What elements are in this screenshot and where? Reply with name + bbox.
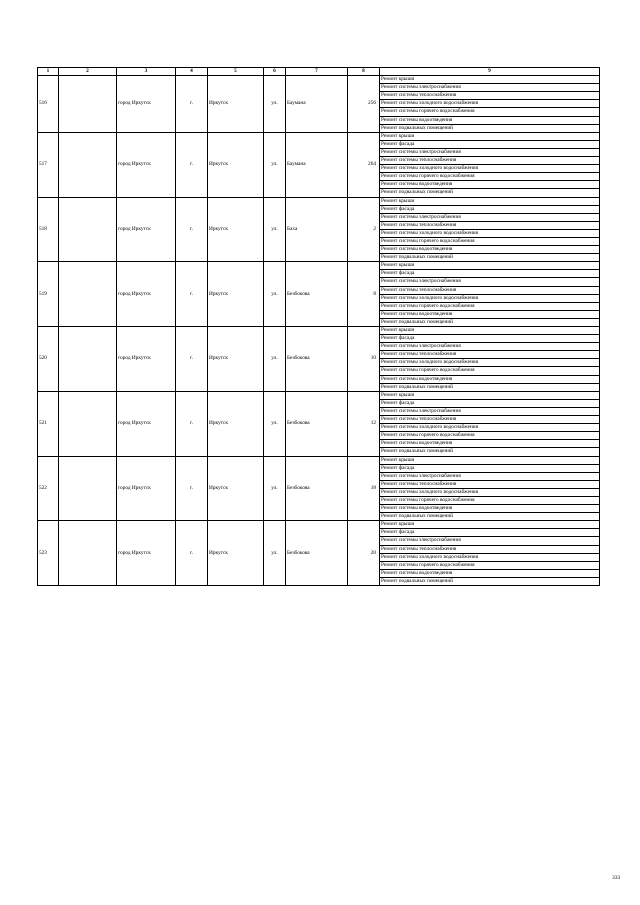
repair-work-item: Ремонт системы горячего водоснабжения: [380, 173, 600, 181]
repair-work-item: Ремонт фасада: [380, 529, 600, 537]
city-name: Иркутск: [208, 132, 264, 197]
table-row: [38, 76, 600, 84]
repair-work-item: Ремонт системы горячего водоснабжения: [380, 302, 600, 310]
settlement-name: город Иркутск: [117, 76, 176, 133]
repair-work-item: Ремонт фасада: [380, 399, 600, 407]
settlement-type: г.: [176, 456, 208, 521]
repair-work-item: Ремонт системы горячего водоснабжения: [380, 237, 600, 245]
column-header: 7: [286, 68, 348, 76]
house-number: 20: [348, 521, 380, 586]
house-number: 256: [348, 76, 380, 133]
record-number: 517: [38, 132, 59, 197]
street-type: ул.: [264, 391, 286, 456]
settlement-name: город Иркутск: [117, 391, 176, 456]
repair-work-item: Ремонт системы теплоснабжения: [380, 221, 600, 229]
repair-work-item: Ремонт системы электроснабжения: [380, 343, 600, 351]
city-name: Иркутск: [208, 521, 264, 586]
repair-work-item: Ремонт системы теплоснабжения: [380, 92, 600, 100]
repair-work-item: Ремонт системы горячего водоснабжения: [380, 108, 600, 116]
repair-work-item: Ремонт крыши: [380, 327, 600, 335]
repair-work-item: Ремонт фасада: [380, 205, 600, 213]
settlement-type: г.: [176, 327, 208, 392]
repair-work-item: Ремонт системы электроснабжения: [380, 213, 600, 221]
house-number: 18: [348, 456, 380, 521]
empty-cell: [59, 456, 117, 521]
repair-work-item: Ремонт системы электроснабжения: [380, 84, 600, 92]
record-number: 519: [38, 262, 59, 327]
record-number: 520: [38, 327, 59, 392]
repair-work-item: Ремонт системы горячего водоснабжения: [380, 432, 600, 440]
column-header: 4: [176, 68, 208, 76]
repair-work-item: Ремонт системы электроснабжения: [380, 537, 600, 545]
house-number: 8: [348, 262, 380, 327]
repair-work-item: Ремонт подвальных помещений: [380, 513, 600, 521]
street-type: ул.: [264, 521, 286, 586]
empty-cell: [59, 132, 117, 197]
housing-repair-table: [37, 67, 600, 586]
repair-work-item: Ремонт подвальных помещений: [380, 318, 600, 326]
street-name: Безбокова: [286, 327, 348, 392]
table-row: [38, 132, 600, 140]
table-row: [38, 262, 600, 270]
record-number: 518: [38, 197, 59, 262]
column-header: 3: [117, 68, 176, 76]
house-number: 10: [348, 327, 380, 392]
empty-cell: [59, 327, 117, 392]
header-row: [38, 68, 600, 76]
settlement-name: город Иркутск: [117, 132, 176, 197]
repair-work-item: Ремонт системы холодного водоснабжения: [380, 294, 600, 302]
repair-work-item: Ремонт системы горячего водоснабжения: [380, 496, 600, 504]
record-number: 523: [38, 521, 59, 586]
settlement-type: г.: [176, 132, 208, 197]
record-number: 521: [38, 391, 59, 456]
repair-work-item: Ремонт системы теплоснабжения: [380, 480, 600, 488]
street-type: ул.: [264, 197, 286, 262]
street-name: Безбокова: [286, 262, 348, 327]
house-number: 12: [348, 391, 380, 456]
repair-work-item: Ремонт крыши: [380, 262, 600, 270]
empty-cell: [59, 262, 117, 327]
repair-work-item: Ремонт крыши: [380, 391, 600, 399]
repair-work-item: Ремонт системы электроснабжения: [380, 472, 600, 480]
repair-work-item: Ремонт крыши: [380, 76, 600, 84]
repair-work-item: Ремонт системы холодного водоснабжения: [380, 553, 600, 561]
repair-work-item: Ремонт подвальных помещений: [380, 124, 600, 132]
settlement-type: г.: [176, 521, 208, 586]
repair-work-item: Ремонт системы теплоснабжения: [380, 545, 600, 553]
table-row: [38, 197, 600, 205]
repair-work-item: Ремонт системы водоотведения: [380, 310, 600, 318]
record-number: 522: [38, 456, 59, 521]
street-type: ул.: [264, 262, 286, 327]
house-number: 2: [348, 197, 380, 262]
repair-work-item: Ремонт системы холодного водоснабжения: [380, 424, 600, 432]
settlement-type: г.: [176, 391, 208, 456]
empty-cell: [59, 391, 117, 456]
city-name: Иркутск: [208, 391, 264, 456]
settlement-type: г.: [176, 262, 208, 327]
repair-work-item: Ремонт крыши: [380, 132, 600, 140]
record-number: 516: [38, 76, 59, 133]
repair-work-item: Ремонт системы теплоснабжения: [380, 286, 600, 294]
repair-work-item: Ремонт фасада: [380, 140, 600, 148]
repair-work-item: Ремонт системы водоотведения: [380, 246, 600, 254]
street-type: ул.: [264, 132, 286, 197]
repair-work-item: Ремонт системы теплоснабжения: [380, 416, 600, 424]
table-row: [38, 456, 600, 464]
repair-work-item: Ремонт крыши: [380, 197, 600, 205]
repair-work-item: Ремонт фасада: [380, 335, 600, 343]
city-name: Иркутск: [208, 456, 264, 521]
table-row: [38, 391, 600, 399]
street-type: ул.: [264, 456, 286, 521]
empty-cell: [59, 521, 117, 586]
settlement-name: город Иркутск: [117, 197, 176, 262]
street-type: ул.: [264, 76, 286, 133]
column-header: 8: [348, 68, 380, 76]
settlement-type: г.: [176, 197, 208, 262]
column-header: 9: [380, 68, 600, 76]
street-type: ул.: [264, 327, 286, 392]
street-name: Безбокова: [286, 521, 348, 586]
repair-work-item: Ремонт подвальных помещений: [380, 189, 600, 197]
repair-work-item: Ремонт крыши: [380, 521, 600, 529]
repair-work-item: Ремонт фасада: [380, 270, 600, 278]
repair-work-item: Ремонт системы электроснабжения: [380, 407, 600, 415]
repair-work-item: Ремонт системы электроснабжения: [380, 278, 600, 286]
repair-work-item: Ремонт системы горячего водоснабжения: [380, 561, 600, 569]
repair-work-item: Ремонт системы холодного водоснабжения: [380, 100, 600, 108]
house-number: 264: [348, 132, 380, 197]
repair-work-item: Ремонт системы водоотведения: [380, 505, 600, 513]
column-header: 6: [264, 68, 286, 76]
column-header: 2: [59, 68, 117, 76]
column-header: 1: [38, 68, 59, 76]
table-row: [38, 327, 600, 335]
repair-work-item: Ремонт системы водоотведения: [380, 181, 600, 189]
repair-work-item: Ремонт подвальных помещений: [380, 448, 600, 456]
repair-work-item: Ремонт фасада: [380, 464, 600, 472]
repair-work-item: Ремонт подвальных помещений: [380, 383, 600, 391]
repair-work-item: Ремонт системы водоотведения: [380, 116, 600, 124]
page-number: 333: [612, 875, 621, 881]
repair-work-item: Ремонт системы горячего водоснабжения: [380, 367, 600, 375]
street-name: Баха: [286, 197, 348, 262]
city-name: Иркутск: [208, 327, 264, 392]
empty-cell: [59, 197, 117, 262]
city-name: Иркутск: [208, 76, 264, 133]
column-header: 5: [208, 68, 264, 76]
table-row: [38, 521, 600, 529]
settlement-name: город Иркутск: [117, 327, 176, 392]
street-name: Баумана: [286, 132, 348, 197]
settlement-name: город Иркутск: [117, 262, 176, 327]
empty-cell: [59, 76, 117, 133]
repair-work-item: Ремонт системы холодного водоснабжения: [380, 229, 600, 237]
settlement-type: г.: [176, 76, 208, 133]
repair-work-item: Ремонт подвальных помещений: [380, 254, 600, 262]
repair-work-item: Ремонт системы теплоснабжения: [380, 351, 600, 359]
street-name: Безбокова: [286, 391, 348, 456]
city-name: Иркутск: [208, 197, 264, 262]
repair-work-item: Ремонт системы водоотведения: [380, 375, 600, 383]
street-name: Баумана: [286, 76, 348, 133]
settlement-name: город Иркутск: [117, 456, 176, 521]
repair-work-item: Ремонт системы теплоснабжения: [380, 157, 600, 165]
repair-work-item: Ремонт крыши: [380, 456, 600, 464]
repair-work-item: Ремонт системы холодного водоснабжения: [380, 165, 600, 173]
repair-work-item: Ремонт подвальных помещений: [380, 577, 600, 585]
repair-work-item: Ремонт системы водоотведения: [380, 569, 600, 577]
repair-work-item: Ремонт системы водоотведения: [380, 440, 600, 448]
city-name: Иркутск: [208, 262, 264, 327]
repair-work-item: Ремонт системы холодного водоснабжения: [380, 359, 600, 367]
repair-work-item: Ремонт системы электроснабжения: [380, 148, 600, 156]
settlement-name: город Иркутск: [117, 521, 176, 586]
street-name: Безбокова: [286, 456, 348, 521]
repair-work-item: Ремонт системы холодного водоснабжения: [380, 488, 600, 496]
